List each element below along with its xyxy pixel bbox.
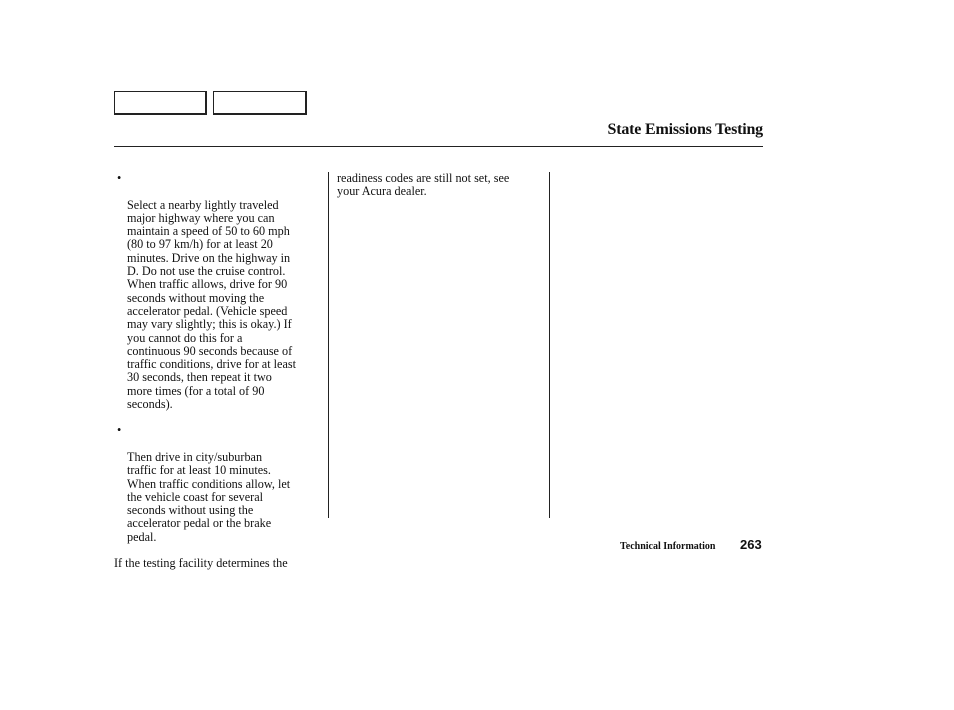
next-page-button[interactable] [213,91,307,115]
closing-paragraph: If the testing facility determines the [114,556,288,571]
bullet-item [114,172,324,411]
footer-section-label: Technical Information [620,541,716,552]
bullet-icon: • [117,423,122,438]
text-column-1 [114,172,324,570]
bullet-text: Then drive in city/suburban traffic for at least 10 minutes. When traffic conditions allow, let the vehicle coast for several seconds without using the accelerator pedal or the brake pedal. [127,449,291,544]
page-title: State Emissions Testing [607,121,763,138]
text-column-2 [337,172,543,199]
bullet-text: Select a nearby lightly traveled major highway where you can maintain a speed of 50 to 60 mph (80 to 97 km/h) for at least 20 minutes. Drive on the highway in D. Do not use the cruise control. When traffic allows, drive for 90 seconds without moving the accelerator pedal. (Vehicle speed may vary slightly; this is okay.) If you cannot do this for a continuous 90 seconds because of traffic conditions, drive for at least 30 seconds, then repeat it two more times (for a total of 90 seconds). [127,197,296,412]
previous-page-button[interactable] [114,91,207,115]
column-divider [328,172,329,518]
title-divider [114,146,763,147]
page-number: 263 [740,537,762,552]
continued-paragraph: readiness codes are still not set, see your Acura dealer. [337,171,510,199]
bullet-icon: • [117,171,122,185]
column-divider [549,172,550,518]
bullet-item [114,424,324,544]
